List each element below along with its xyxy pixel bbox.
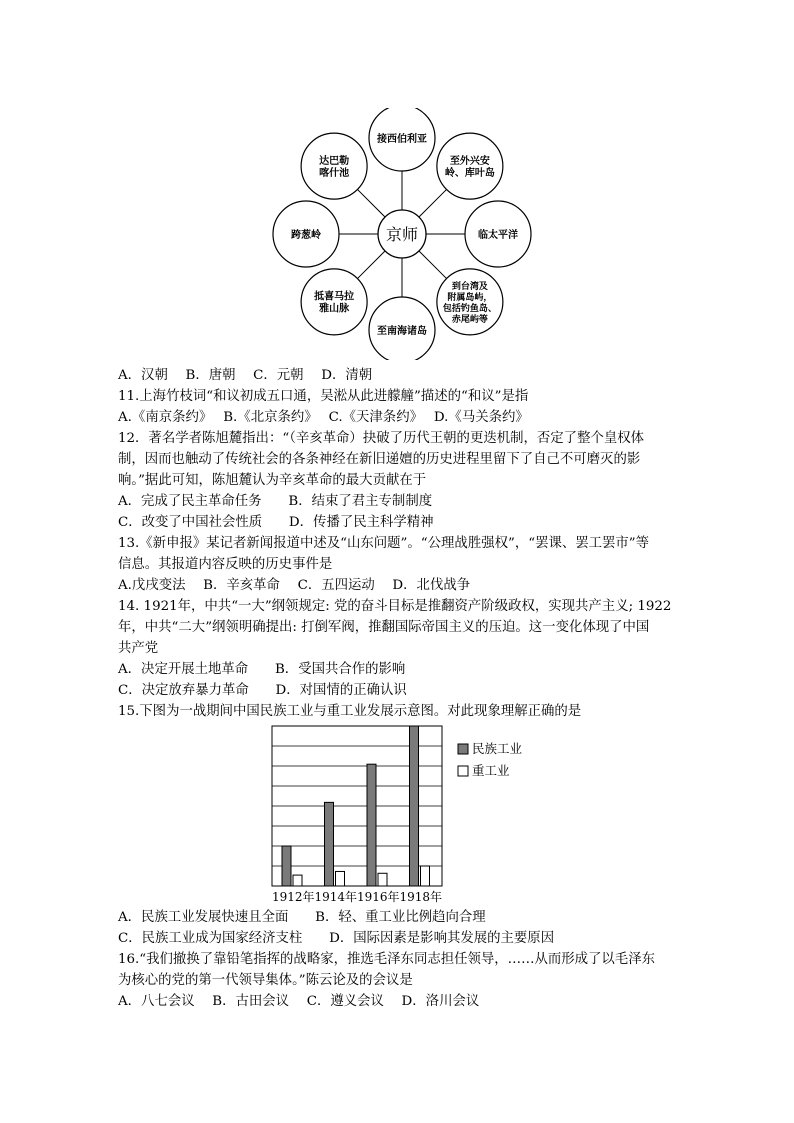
diagram-node-label: 雅山脉 xyxy=(319,303,350,315)
q13-stem-line-2: 信息。其报道内容反映的历史事件是 xyxy=(118,557,333,572)
q15-stem: 15.下图为一战期间中国民族工业与重工业发展示意图。对此现象理解正确的是 xyxy=(118,704,582,719)
territory-diagram xyxy=(270,108,540,360)
q14-options-line-2: C．决定放弃暴力革命 D．对国情的正确认识 xyxy=(118,683,407,698)
q15-options-line-1: A．民族工业发展快速且全面 B．轻、重工业比例趋向合理 xyxy=(118,910,486,925)
bar-national-industry xyxy=(410,726,419,886)
x-tick-label: 1914年 xyxy=(314,890,358,904)
q16-stem-line-2: 为核心的党的第一代领导集体。”陈云论及的会议是 xyxy=(118,973,413,988)
industry-bar-chart xyxy=(268,723,530,906)
q12-stem-line-3: 响。”据此可知，陈旭麓认为辛亥革命的最大贡献在于 xyxy=(118,473,427,488)
diagram-spoke xyxy=(357,189,385,217)
diagram-node-label: 接西伯利亚 xyxy=(377,133,427,145)
diagram-node-label: 至外兴安 xyxy=(449,155,490,167)
diagram-node-label: 附属岛屿， xyxy=(447,292,493,303)
diagram-node-label: 跨葱岭 xyxy=(291,229,321,241)
legend-label: 重工业 xyxy=(472,763,510,778)
x-tick-label: 1918年 xyxy=(399,890,443,904)
q12-stem-line-1: 12．著名学者陈旭麓指出：“（辛亥革命）抉破了历代王朝的更迭机制，否定了整个皇权体 xyxy=(118,431,645,446)
q13-stem-line-1: 13.《新申报》某记者新闻报道中述及“山东问题”。“公理战胜强权”，“罢课、罢工罢市”等 xyxy=(118,536,650,551)
legend-swatch xyxy=(458,744,468,754)
legend-label: 民族工业 xyxy=(472,741,523,756)
q14-stem-line-1: 14. 1921年，中共“一大”纲领规定: 党的奋斗目标是推翻资产阶级政权，实现共产主义; 1922 xyxy=(118,599,672,614)
diagram-node-label: 临太平洋 xyxy=(478,229,518,241)
center-label: 京师 xyxy=(385,225,419,244)
q13-options: A.戊戌变法 B．辛亥革命 C．五四运动 D．北伐战争 xyxy=(118,578,471,593)
diagram-node-label: 抵喜马拉 xyxy=(314,291,355,303)
diagram-node-label: 包括钓鱼岛、 xyxy=(442,303,497,314)
bar-national-industry xyxy=(367,764,376,886)
q14-stem-line-3: 共产党 xyxy=(118,641,159,656)
diagram-spoke xyxy=(419,189,447,217)
bar-heavy-industry xyxy=(336,871,345,886)
q16-options: A．八七会议 B．古田会议 C．遵义会议 D．洛川会议 xyxy=(118,994,480,1009)
q16-stem-line-1: 16.“我们撤换了靠铅笔指挥的战略家，推选毛泽东同志担任领导，……从而形成了以毛泽东 xyxy=(118,952,655,967)
legend-swatch xyxy=(458,766,468,776)
bar-national-industry xyxy=(282,846,291,886)
q12-stem-line-2: 制，因而也触动了传统社会的各条神经在新旧递嬗的历史进程里留下了自己不可磨灭的影 xyxy=(118,452,641,467)
diagram-node-label: 赤尾屿等 xyxy=(451,314,488,325)
diagram-node-label: 达巴勒 xyxy=(319,155,350,167)
q12-options-line-2: C．改变了中国社会性质 D．传播了民主科学精神 xyxy=(118,515,434,530)
diagram-node-label: 喀什池 xyxy=(319,167,350,179)
bar-heavy-industry xyxy=(293,875,302,886)
diagram-node-label: 到台湾及 xyxy=(451,281,488,292)
q14-stem-line-2: 年，中共“二大”纲领明确提出: 打倒军阀，推翻国际帝国主义的压迫。这一变化体现了中国 xyxy=(118,620,650,635)
diagram-spoke xyxy=(357,251,385,279)
q12-options-line-1: A．完成了民主革命任务 B．结束了君主专制制度 xyxy=(118,494,433,509)
bar-heavy-industry xyxy=(378,873,387,886)
x-tick-label: 1912年 xyxy=(271,890,315,904)
q11-stem: 11.上海竹枝词“和议初成五口通，吴淞从此进艨艟”描述的“和议”是指 xyxy=(118,389,529,404)
q11-options: A.《南京条约》 B.《北京条约》 C.《天津条约》 D.《马关条约》 xyxy=(118,410,529,425)
diagram-node-label: 岭、库叶岛 xyxy=(444,167,495,179)
q10-options: A．汉朝 B．唐朝 C．元朝 D．清朝 xyxy=(118,368,373,383)
q14-options-line-1: A．决定开展土地革命 B．受国共合作的影响 xyxy=(118,662,406,677)
q15-options-line-2: C．民族工业成为国家经济支柱 D．国际因素是影响其发展的主要原因 xyxy=(118,931,555,946)
diagram-spoke xyxy=(419,251,447,279)
bar-heavy-industry xyxy=(421,866,430,886)
bar-national-industry xyxy=(325,802,334,886)
diagram-node-label: 至南海诸岛 xyxy=(377,325,427,337)
x-tick-label: 1916年 xyxy=(356,890,400,904)
